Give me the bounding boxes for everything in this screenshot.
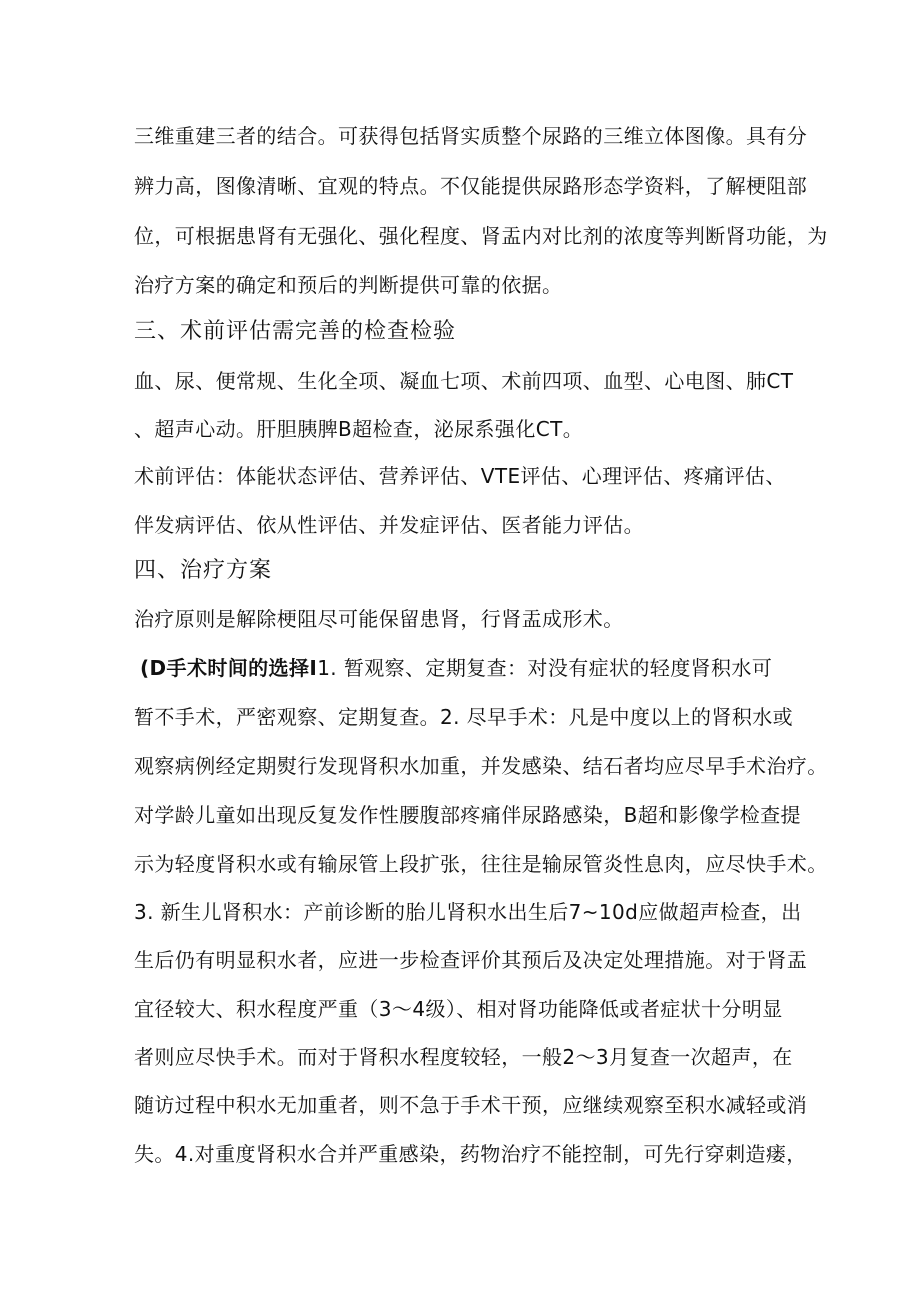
paragraph-line: 三维重建三者的结合。可获得包括肾实质整个尿路的三维立体图像。具有分 — [134, 124, 808, 148]
section-heading-treatment: 四、治疗方案 — [134, 558, 273, 583]
timing-line: 失。4.对重度肾积水合并严重感染，药物治疗不能控制，可先行穿刺造瘘， — [134, 1142, 807, 1166]
timing-line: 宜径较大、积水程度严重（3〜4级）、相对肾功能降低或者症状十分明显 — [134, 997, 783, 1021]
exam-list-line: 、超声心动。肝胆胰脾B超检查，泌尿系强化CT。 — [134, 417, 584, 441]
paragraph-line: 辨力高，图像清晰、宜观的特点。不仅能提供尿路形态学资料，了解梗阻部 — [134, 174, 808, 198]
timing-line: 生后仍有明显积水者，应进一步检查评价其预后及决定处理措施。对于肾盂 — [134, 948, 808, 972]
timing-line: 随访过程中积水无加重者，则不急于手术干预，应继续观察至积水减轻或消 — [134, 1093, 808, 1117]
timing-line: 观察病例经定期熨行发现肾积水加重，并发感染、结石者均应尽早手术治疗。 — [134, 754, 828, 778]
treatment-principle: 治疗原则是解除梗阻尽可能保留患肾，行肾盂成形术。 — [134, 607, 624, 631]
paragraph-line: 位，可根据患肾有无强化、强化程度、肾盂内对比剂的浓度等判断肾功能，为 — [134, 224, 828, 248]
timing-first-line-text: 1. 暂观察、定期复查：对没有症状的轻度肾积水可 — [317, 656, 773, 680]
paragraph-line: 治疗方案的确定和预后的判断提供可靠的依据。 — [134, 273, 563, 297]
timing-line: 示为轻度肾积水或有输尿管上段扩张，往往是输尿管炎性息肉，应尽快手术。 — [134, 852, 828, 876]
timing-line: 暂不手术，严密观察、定期复查。2. 尽早手术：凡是中度以上的肾积水或 — [134, 705, 794, 729]
timing-paragraph-first-line — [140, 654, 772, 682]
timing-line: 对学龄儿童如出现反复发作性腰腹部疼痛伴尿路感染，B超和影像学检查提 — [134, 803, 801, 827]
exam-list-line: 血、尿、便常规、生化全项、凝血七项、术前四项、血型、心电图、肺CT — [134, 369, 794, 393]
timing-line: 者则应尽快手术。而对于肾积水程度较轻，一般2〜3月复查一次超声，在 — [134, 1045, 793, 1069]
timing-line: 3. 新生儿肾积水：产前诊断的胎儿肾积水出生后7~10d应做超声检查，出 — [134, 900, 802, 924]
assessment-line: 术前评估：体能状态评估、营养评估、VTE评估、心理评估、疼痛评估、 — [134, 464, 786, 488]
section-heading-preop-exams: 三、术前评估需完善的检查检验 — [134, 319, 457, 344]
assessment-line: 伴发病评估、依从性评估、并发症评估、医者能力评估。 — [134, 513, 644, 537]
timing-label: (D手术时间的选择I — [140, 656, 318, 680]
